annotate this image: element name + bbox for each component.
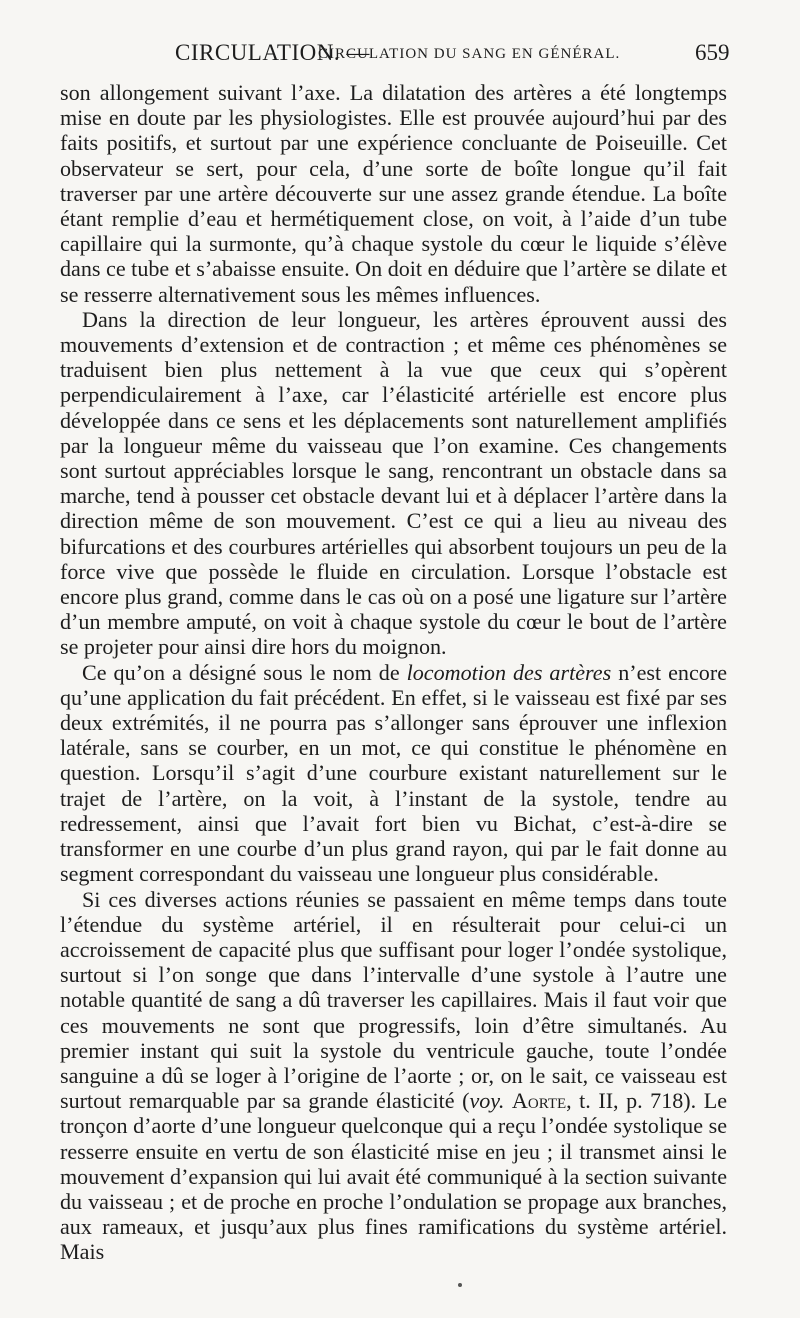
page-number: 659 [695, 40, 730, 65]
paragraph-3 [60, 660, 727, 887]
smallcaps-reference: Aorte [511, 1088, 567, 1114]
running-subtitle: CIRCULATION DU SANG EN GÉNÉRAL. [318, 46, 621, 62]
paragraph-4 [60, 887, 727, 1265]
paragraph-2: Dans la direction de leur longueur, les artères éprouvent aussi des mouvements d’extension et de contraction ; et même ces phénomènes se traduisent bien plus nettement à la vue que ceux qui s’opèrent perpendiculairement à l’axe, car l’élasticité artérielle est encore plus développée dans ce sens et les déplacements sont naturellement amplifiés par la longueur même du vaisseau que l’on examine. Ces changements sont surtout appréciables lorsque le sang, rencontrant un obstacle dans sa marche, tend à pousser cet obstacle devant lui et à déplacer l’artère dans la direction même de son mouvement. C’est ce qui a lieu au niveau des bifurcations et des courbures artérielles qui absorbent toujours un peu de la force vive que possède le fluide en circulation. Lorsque l’obstacle est encore plus grand, comme dans le cas où on a posé une ligature sur l’artère d’un membre amputé, on voit à chaque systole du cœur le bout de l’artère se projeter pour ainsi dire hors du moignon. [60, 306, 727, 660]
body-text [60, 80, 727, 1265]
paragraph-4-space [504, 1088, 512, 1113]
paragraph-4-end: , t. II, p. 718). Le tronçon d’aorte d’une longueur quelconque qui a reçu l’ondée systolique se resserre ensuite en vertu de son élasticité mise en jeu ; il transmet ainsi le mouvement d’expansion qui lui avait été communiqué à la section suivante du vaisseau ; et de proche en proche l’ondulation se propage aux branches, aux rameaux, et jusqu’aux plus fines ramifications du système artériel. Mais [60, 1088, 728, 1265]
paragraph-1: son allongement suivant l’axe. La dilatation des artères a été longtemps mise en doute par les physiologistes. Elle est prouvée aujourd’hui par des faits positifs, et surtout par une expérience concluante de Poiseuille. Cet observateur se sert, pour cela, d’une sorte de boîte longue qu’il fait traverser par une artère découverte sur une assez grande étendue. La boîte étant remplie d’eau et hermétiquement close, on voit, à l’aide d’un tube capillaire qui la surmonte, qu’à chaque systole du cœur le liquide s’élève dans ce tube et s’abaisse ensuite. On doit en déduire que l’artère se dilate et se resserre alternativement sous les mêmes influences. [60, 80, 727, 307]
running-title: CIRCULATION. — [175, 40, 370, 65]
italic-term: locomotion des artères [406, 659, 612, 685]
paragraph-3-start: Ce qu’on a désigné sous le nom de [82, 659, 407, 685]
print-dot [458, 1283, 462, 1287]
italic-voy: voy. [469, 1088, 505, 1114]
running-header [0, 40, 800, 74]
paragraph-3-end: n’est encore qu’une application du fait précédent. En effet, si le vaisseau est fixé par ses deux extrémités, il ne pourra pas s’allonger sans éprouver une inflexion latérale, sans se courber, en un mot, ce qui constitue le phénomène en question. Lorsqu’il s’agit d’une courbure existant naturellement sur le trajet de l’artère, on la voit, à l’instant de la systole, tendre au redressement, ainsi que l’avait fort bien vu Bichat, c’est-à-dire se transformer en une courbe d’un plus grand rayon, qui par le fait donne au segment correspondant du vaisseau une longueur plus considérable. [60, 659, 727, 887]
paragraph-4-start: Si ces diverses actions réunies se passaient en même temps dans toute l’étendue du système artériel, il en résulterait pour celui-ci un accroissement de capacité plus que suffisant pour loger l’ondée systolique, surtout si l’on songe que dans l’intervalle d’une systole à l’autre une notable quantité de sang a dû traverser les capillaires. Mais il faut voir que ces mouvements ne sont que progressifs, loin d’être simultanés. Au premier instant qui suit la systole du ventricule gauche, toute l’ondée sanguine a dû se loger à l’origine de l’aorte ; or, on le sait, ce vaisseau est surtout remarquable par sa grande élasticité ( [60, 886, 727, 1114]
